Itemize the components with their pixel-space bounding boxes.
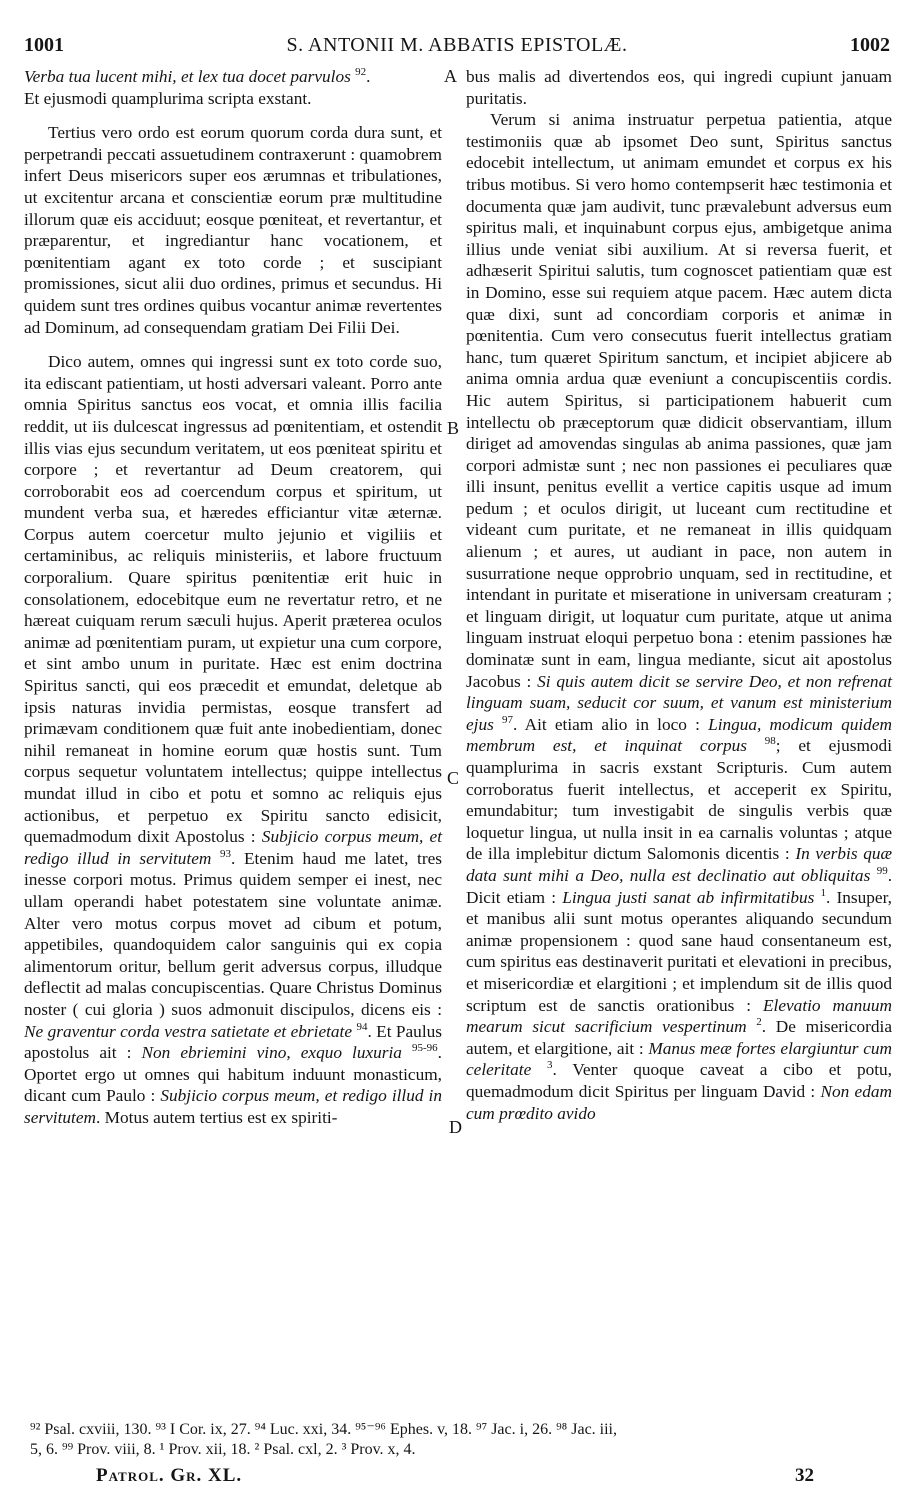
right-column [466, 66, 892, 1124]
page-number-right: 1002 [850, 34, 890, 56]
footnote-ref: 1 [820, 886, 827, 899]
scripture-quote: Verba tua lucent mihi, et lex tua docet parvulos [24, 67, 351, 86]
text-run: . Venter quoque caveat a cibo et potu, quemadmodum dicit Spiritus per linguam David : [466, 1060, 892, 1101]
text-run: . Ait etiam alio in loco : [513, 714, 700, 734]
paragraph-dico-autem [24, 351, 442, 1128]
paragraph-third-order: Tertius vero ordo est eorum quorum corda dura sunt, et perpetrandi peccati assuetudinem contraxerunt : quamobrem infert Deus misericors super eos ærumnas et tribulationes, ut excitentur arcana et conscientiæ eorum præ multitudine illorum quæ eis acciduut; eosque pœniteat, et revertantur, et præparentur, et ingrediantur hanc vocationem, et pœnitentiam agant ex toto corde ; et suscipiant promissiones, sicut alii duo ordines, primus et secundus. Hi quidem sunt tres ordines quibus vocantur animæ revertentes ad Dominum, ad consequendam gratiam Dei Filii Dei. [24, 123, 442, 337]
page-footer [96, 1465, 814, 1491]
text-run: . De misericordia autem, et elargitione, ait : [466, 1017, 893, 1058]
footnote-ref: 95-96 [412, 1042, 438, 1055]
left-column [24, 66, 442, 1129]
signature-mark: 32 [795, 1465, 814, 1486]
scripture-quote: Manus meæ fortes elargiuntur cum celeritate [466, 1038, 892, 1080]
text-run: . Oportet ergo ut omnes qui habitum induunt monasticum, dicant cum Paulo : [24, 1043, 442, 1106]
running-header [24, 34, 890, 64]
scripture-quote: Subjicio corpus meum, et redigo illud in servitutem [24, 1086, 442, 1127]
text-run: . Insuper, et manibus alii sunt motus operantes aliquando secundum animæ propensionem : quod sane haud consentaneum est, cum spiritus eas destinaverit puritati et elevationi in precibus, et misericordiæ et elargitioni ; et implendum sit de illis quod scriptum est de sanctis orationibus : [466, 887, 892, 1015]
footnote-ref: 99 [876, 865, 888, 878]
text-run: . Motus autem tertius est ex spiriti- [96, 1107, 338, 1127]
paragraph: Et ejusmodi quamplurima scripta exstant. [24, 88, 312, 108]
paragraph-continuation: bus malis ad divertendos eos, qui ingredi cupiunt januam puritatis. [466, 67, 892, 108]
margin-marker-a: A [444, 66, 457, 86]
page-number-left: 1001 [24, 34, 64, 56]
scripture-quote: Non ebriemini vino, exquo luxuria [141, 1043, 402, 1063]
scripture-quote: Lingua justi sanat ab infirmitatibus [562, 887, 815, 907]
text-run: . Etenim haud me latet, tres inesse corpori motus. Primus quidem semper ei inest, nec ullam operandi habet potestatem sine voluntate animæ. Alter vero motus corpus movet ad cibum et potum, appetibiles, quandoquidem calor sanguinis qui ex copia alimentorum oritur, bellum gerit adversus corpus, illudque deflectit ad malas concupiscentias. Quare Christus Dominus noster ( cui gloria ) suos admonuit discipulos, dicens eis : [24, 848, 442, 1019]
text-run: . Dicit etiam : [466, 865, 893, 907]
scripture-quote: Lingua, modicum quidem membrum est, et inquinat corpus [466, 714, 892, 756]
footnote-line: 5, 6. ⁹⁹ Prov. viii, 8. ¹ Prov. xii, 18. ² Psal. cxl, 2. ³ Prov. x, 4. [30, 1441, 416, 1458]
margin-marker-d: D [449, 1117, 462, 1137]
paragraph-verum-si-anima [466, 109, 892, 1124]
scripture-quote: Si quis autem dicit se servire Deo, et non refrenat linguam suam, seducit cor suum, et vanum est ministerium ejus [466, 671, 893, 734]
text-run: ; et ejusmodi quamplurima in sacris exstant Scripturis. Cum autem corroboratus fuerit intellectus, et acceperit ex Spiritu, emundabitur; tum investigabit de singulis verbis quæ loquetur lingua, ut nulla insit in ea carnalis voluntas ; atque de illa implebitur dictum Salomonis dicentis : [466, 736, 892, 864]
scripture-quote: Elevatio manuum mearum sicut sacrificium vespertinum [466, 995, 892, 1037]
footnote-line: ⁹² Psal. cxviii, 130. ⁹³ I Cor. ix, 27. ⁹⁴ Luc. xxi, 34. ⁹⁵⁻⁹⁶ Ephes. v, 18. ⁹⁷ Jac. i, 26. ⁹⁸ Jac. iii, [30, 1421, 617, 1438]
running-title: S. ANTONII M. ABBATIS EPISTOLÆ. [286, 34, 628, 56]
footnote-ref: 93 [220, 848, 232, 861]
text-run: Dico autem, omnes qui ingressi sunt ex toto corde suo, ita ediscant patientiam, ut hosti adversari valeant. Porro ante omnia Spiritus sanctus eos vocat, et omnia illis facilia reddit, ut iis dulcescat ingressus ad pœnitentiam, et ostendit illis vias ejus secundum veritatem, ut eos pœniteat spiritu et corpore ; et revertantur ad Deum creatorem, qui corroborabit eos ad coercendum corpus et spiritum, ut mundent verba sua, et hæredes efficiantur vitæ æternæ. Corpus autem coercetur multo jejunio et vigiliis et certaminibus, ac reliquis ministeriis, et labore fructuum corporalium. Quare spiritus pœnitentiæ erit huic in consolationem, edocebitque eum ne revertatur retro, et ne hæreat cuiquam rerum sæculi hujus. Aperit præterea oculos animæ ad pœnitentiam puram, ut expietur una cum corpore, et sint ambo unum in puritate. Hæc est enim doctrina Spiritus sancti, qui eos præcedit et emundat, deletque ab ipsis naturas invidia permistas, eosque transfert ad primævam conditionem quæ fuit ante inobedientiam, donec nihil remaneat in homine eorum quæ hostis sunt. Tum corpus sequetur voluntatem intellectus; quippe intellectus mundat illud in cibo et potu et somno ac reliquis ejus actionibus, et perpetuo ex Spiritu sancto edisicit, quemadmodum dixit Apostolus : [24, 352, 442, 847]
footnote-ref: 3 [547, 1059, 553, 1072]
margin-marker-b: B [447, 418, 460, 438]
volume-label: Patrol. Gr. XL. [96, 1465, 243, 1486]
text-run: Verum si anima instruatur perpetua patientia, atque testimoniis quæ ab ipsomet Deo sunt, Spiritus sanctus edocebit intellectum, ut animam emundet et corpus ex his tribus motibus. Si vero homo contempserit hæc testimonia et documenta quæ jam audivit, tunc prævalebunt adversus eum spiritus mali, et inquinabunt corpus ejus, ambigetque anima illius unde veniat sibi auxilium. At si reversa fuerit, et adhæserit Spiritui salutis, tum cognoscet patientiam quæ est in Domino, esse sui requiem atque pacem. Hæc autem dicta quæ dixi, sunt ad concordiam corporis et animæ in pœnitentia. Cum vero consecutus fuerit intellectus gratiam hanc, tum quæret Spiritum sanctum, et incipiet abjicere ab anima omnia ardua quæ eveniunt a concupiscentiis cordis. Hic autem Spiritus, si participationem habuerit cum intellectu ob præceptorum quæ didicit observantiam, illum diriget ad amovendas singulas ab anima passiones, quæ jam corpori admistæ sunt ; nec non passiones ei peculiares quæ illi insunt, penitus evellit a vertice capitis usque ad imum pedum ; et oculos dirigit, ut luceant cum rectitudine et videant cum puritate, et ne remaneat in illis quidquam alienum ; et aures, ut audiant in pace, non autem in susurratione neque opprobrio unquam, sed in rectitudine, et intendant in puritate et miseratione in universam creaturam ; et linguam dirigit, ut loquatur cum puritate, atque ut anima linguam instruat eloqui perpetuo bona : etenim passiones hæ dominatæ sunt in eam, lingua mediante, sicut ait apostolus Jacobus : [466, 110, 892, 691]
margin-marker-c: C [447, 768, 460, 788]
scripture-quote: Non edam cum prœdito avido [466, 1081, 892, 1123]
footnote-ref: 98 [764, 735, 776, 748]
scripture-quote: Ne graventur corda vestra satietate et ebrietate [24, 1021, 353, 1041]
scripture-quote-paragraph [24, 66, 442, 88]
footnote-ref: 2 [756, 1016, 762, 1029]
footnote-ref: 97 [502, 714, 514, 727]
footnote-ref: 92 [355, 66, 367, 79]
footnotes [30, 1420, 894, 1460]
footnote-ref: 94 [356, 1020, 368, 1033]
scripture-quote: In verbis quæ data sunt mihi a Deo, nulla est declinatio aut obliquitas [466, 844, 893, 885]
scripture-quote: Subjicio corpus meum, et redigo illud in servitutem [24, 827, 443, 868]
text-run: . Et Paulus apostolus ait : [24, 1021, 442, 1063]
text-run: . [366, 67, 371, 86]
